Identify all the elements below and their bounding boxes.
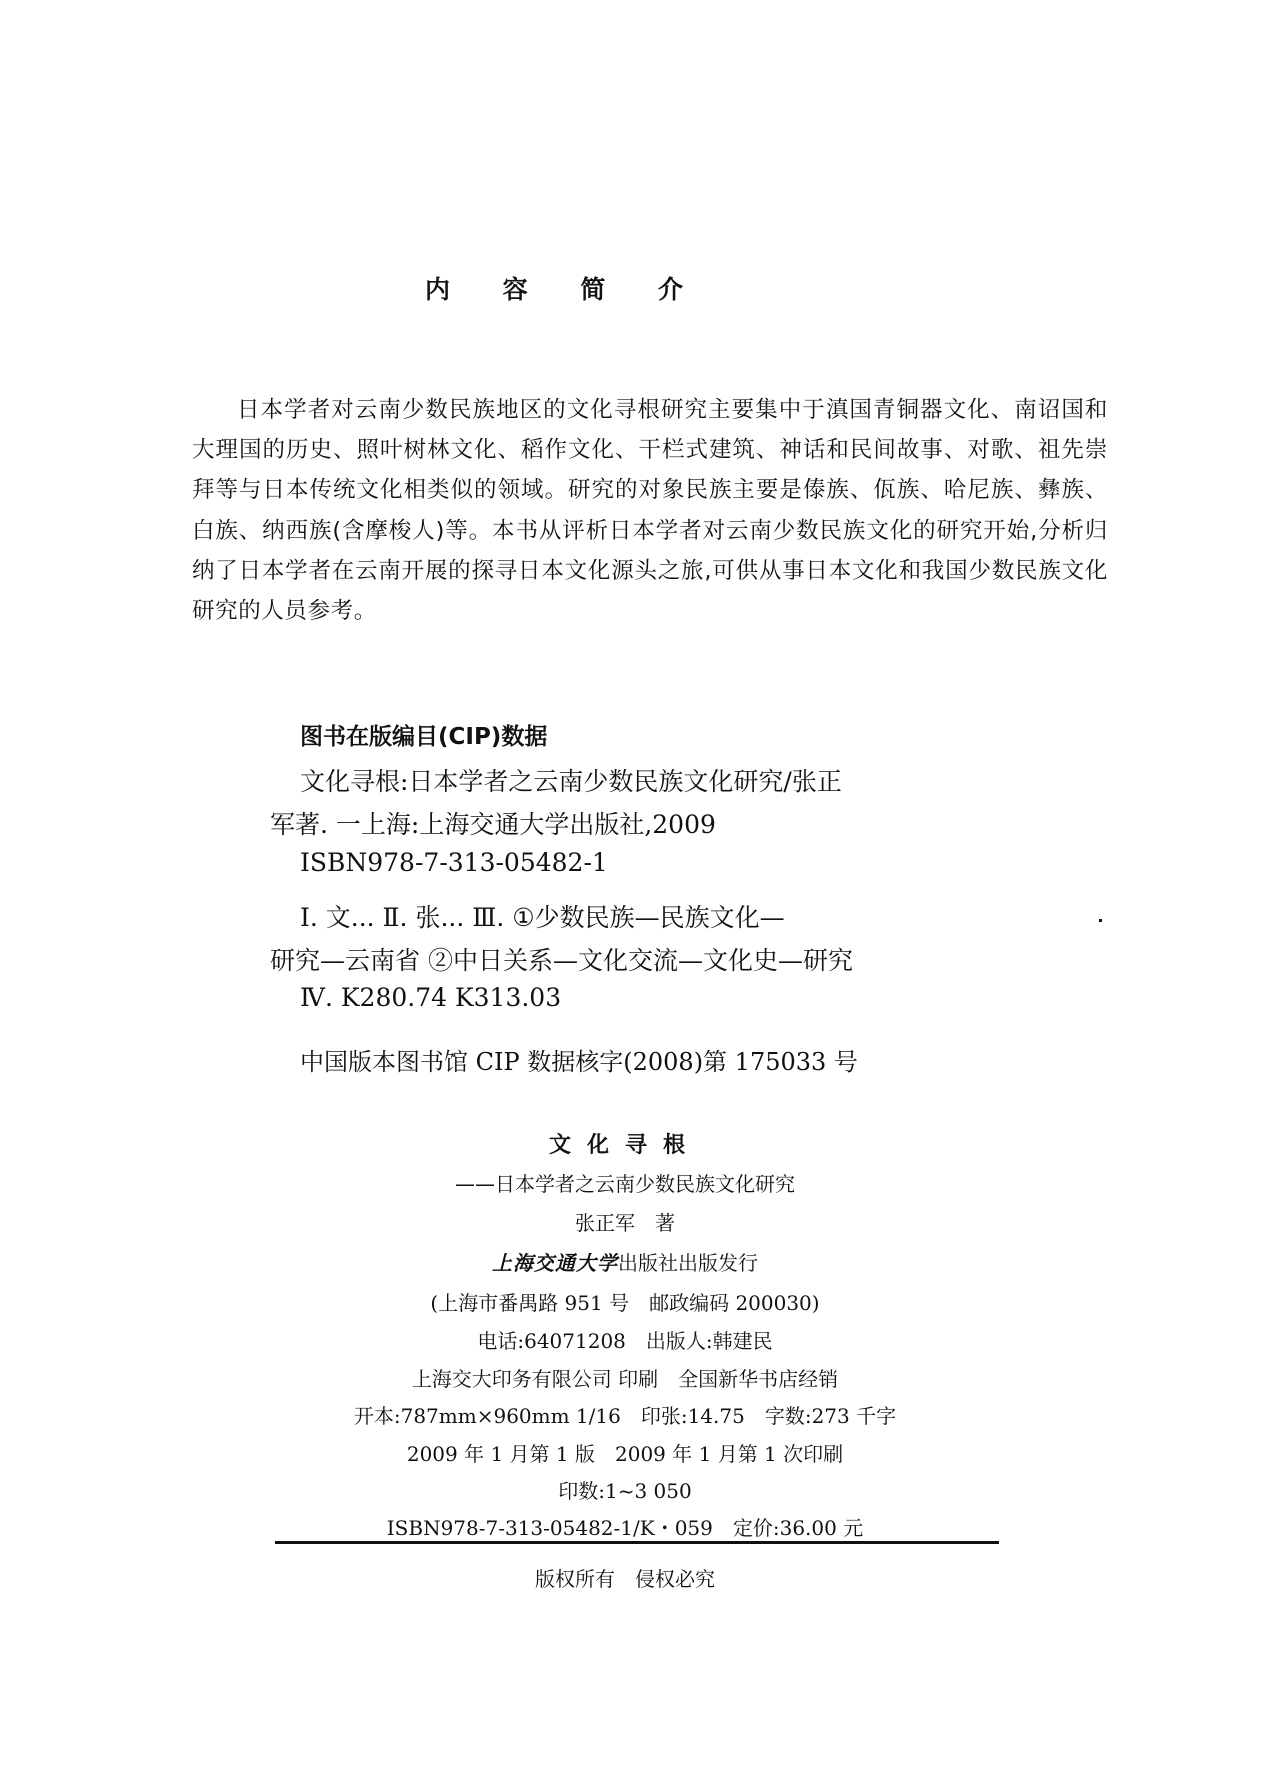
publisher-logo-text: 上海交通大学: [492, 1251, 618, 1275]
cip-title-line: 文化寻根:日本学者之云南少数民族文化研究/张正: [300, 767, 842, 796]
colophon-title: 文化寻根: [548, 1133, 701, 1158]
cip-record-number: 中国版本图书馆 CIP 数据核字(2008)第 175033 号: [300, 1048, 858, 1076]
colophon-subtitle: ——日本学者之云南少数民族文化研究: [455, 1172, 795, 1196]
colophon-isbn-price: ISBN978-7-313-05482-1/K・059 定价:36.00 元: [386, 1516, 864, 1540]
scan-speck: [1099, 919, 1102, 922]
colophon-divider: [275, 1541, 999, 1544]
colophon-format: 开本:787mm×960mm 1/16 印张:14.75 字数:273 千字: [353, 1404, 897, 1428]
colophon-edition: 2009 年 1 月第 1 版 2009 年 1 月第 1 次印刷: [406, 1442, 844, 1466]
colophon-phone-publisher: 电话:64071208 出版人:韩建民: [477, 1329, 773, 1353]
colophon-printer: 上海交大印务有限公司 印刷 全国新华书店经销: [411, 1367, 839, 1391]
cip-subject-line-1: Ⅰ. 文... Ⅱ. 张... Ⅲ. ①少数民族—民族文化—: [300, 903, 785, 932]
colophon-publisher: [0, 1247, 1250, 1276]
cip-heading: 图书在版编目(CIP)数据: [300, 724, 548, 750]
cip-isbn-line: ISBN978-7-313-05482-1: [300, 848, 608, 877]
cip-subject-line-2: 研究—云南省 ②中日关系—文化交流—文化史—研究: [270, 946, 853, 975]
cip-classification-line: Ⅳ. K280.74 K313.03: [300, 983, 562, 1012]
colophon-author: 张正军 著: [575, 1211, 675, 1235]
cip-author-line: 军著. 一上海:上海交通大学出版社,2009: [270, 810, 716, 839]
publisher-suffix: 出版社出版发行: [618, 1251, 758, 1275]
summary-heading: 内 容 简 介: [424, 275, 706, 304]
copyright-notice: 版权所有 侵权必究: [535, 1567, 715, 1591]
summary-paragraph: 日本学者对云南少数民族地区的文化寻根研究主要集中于滇国青铜器文化、南诏国和大理国的历史、照叶树林文化、稻作文化、干栏式建筑、神话和民间故事、对歌、祖先崇拜等与日本传统文化相类似的领域。研究的对象民族主要是傣族、佤族、哈尼族、彝族、白族、纳西族(含摩梭人)等。本书从评析日本学者对云南少数民族文化的研究开始,分析归纳了日本学者在云南开展的探寻日本文化源头之旅,可供从事日本文化和我国少数民族文化研究的人员参考。: [192, 397, 1108, 625]
colophon-address: (上海市番禺路 951 号 邮政编码 200030): [430, 1291, 820, 1315]
colophon-print-run: 印数:1~3 050: [558, 1479, 692, 1503]
